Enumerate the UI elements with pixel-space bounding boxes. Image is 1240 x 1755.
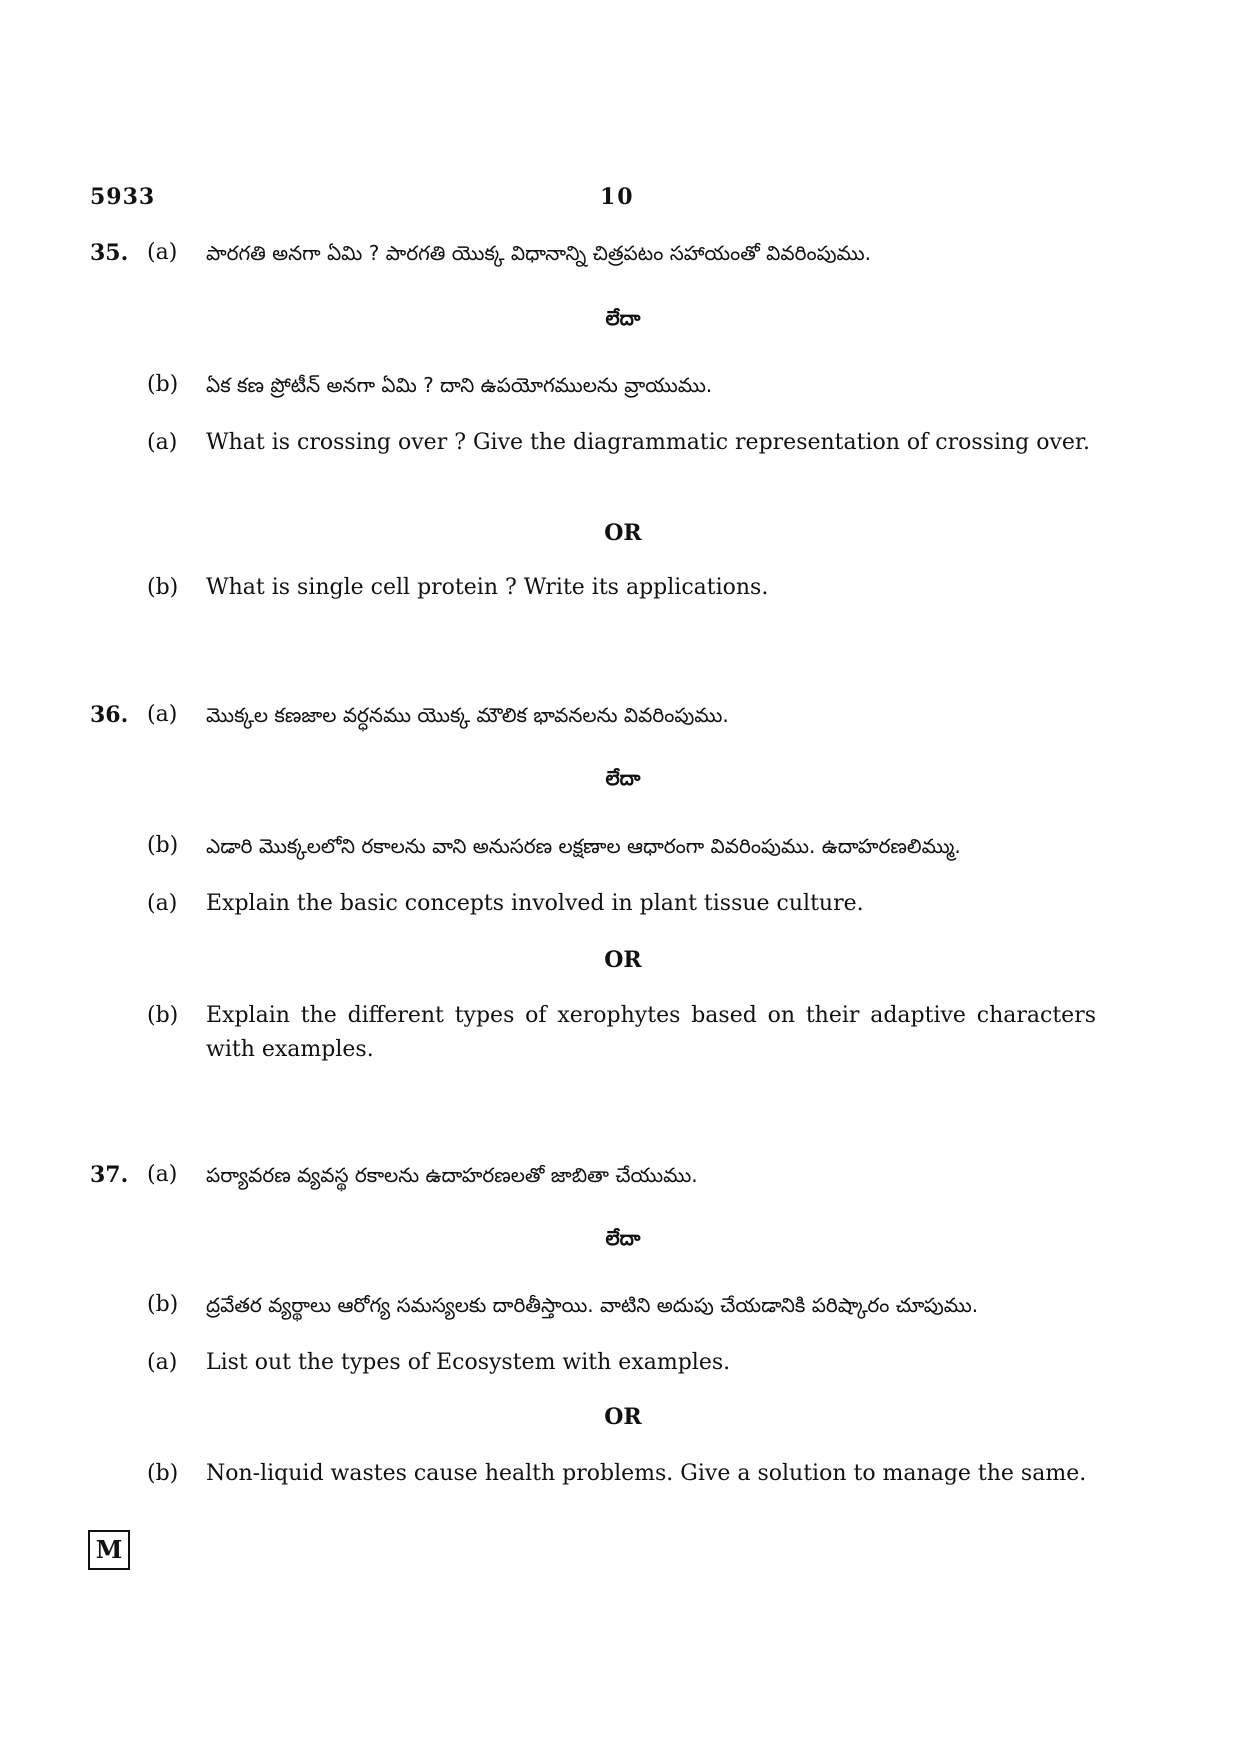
option-label: (a) <box>147 430 178 455</box>
or-separator: OR <box>604 520 642 546</box>
page-number: 10 <box>600 184 635 210</box>
question-text-english-b: Non-liquid wastes cause health problems. Give a solution to manage the same. <box>206 1461 1087 1486</box>
question-text-english-a: List out the types of Ecosystem with examples. <box>206 1350 731 1375</box>
or-separator: OR <box>604 1404 642 1430</box>
option-label: (a) <box>147 702 178 727</box>
or-separator-telugu: లేదా <box>605 1226 641 1250</box>
medium-mark-box: M <box>88 1530 130 1570</box>
question-text-telugu-a: మొక్కల కణజాల వర్ధనము యొక్క మౌలిక భావనలను వివరింపుము. <box>206 703 729 727</box>
question-number: 35. <box>90 240 129 266</box>
question-text-english-a: What is crossing over ? Give the diagrammatic representation of crossing over. <box>206 430 1091 455</box>
question-text-telugu-b: ద్రవేతర వ్యర్థాలు ఆరోగ్య సమస్యలకు దారితీస్తాయి. వాటిని అదుపు చేయడానికి పరిష్కారం చూపుము. <box>206 1293 979 1317</box>
or-separator: OR <box>604 947 642 973</box>
option-label: (b) <box>147 833 179 858</box>
option-label: (b) <box>147 372 179 397</box>
question-text-english-b: Explain the different types of xerophytes based on their adaptive characters with examples. <box>206 1003 1096 1062</box>
question-text-english-a: Explain the basic concepts involved in plant tissue culture. <box>206 891 864 916</box>
question-text-telugu-b: ఎడారి మొక్కలలోని రకాలను వాని అనుసరణ లక్షణాల ఆధారంగా వివరింపుము. ఉదాహరణలిమ్ము. <box>206 834 961 858</box>
option-label: (b) <box>147 1292 179 1317</box>
option-label: (a) <box>147 891 178 916</box>
question-number: 37. <box>90 1162 129 1188</box>
question-number: 36. <box>90 702 129 728</box>
question-text-telugu-a: పారగతి అనగా ఏమి ? పారగతి యొక్క విధానాన్ని చిత్రపటం సహాయంతో వివరింపుము. <box>206 241 871 265</box>
question-text-telugu-a: పర్యావరణ వ్యవస్థ రకాలను ఉదాహరణలతో జాబితా చేయుము. <box>206 1163 698 1187</box>
or-separator-telugu: లేదా <box>605 306 641 330</box>
option-label: (b) <box>147 1003 179 1028</box>
question-text-telugu-b: ఏక కణ ప్రోటీన్ అనగా ఏమి ? దాని ఉపయోగములను వ్రాయుము. <box>206 373 713 397</box>
option-label: (b) <box>147 1461 179 1486</box>
option-label: (b) <box>147 575 179 600</box>
option-label: (a) <box>147 1162 178 1187</box>
question-text-english-b: What is single cell protein ? Write its applications. <box>206 575 769 600</box>
paper-code: 5933 <box>90 184 156 210</box>
option-label: (a) <box>147 240 178 265</box>
option-label: (a) <box>147 1350 178 1375</box>
or-separator-telugu: లేదా <box>605 766 641 790</box>
